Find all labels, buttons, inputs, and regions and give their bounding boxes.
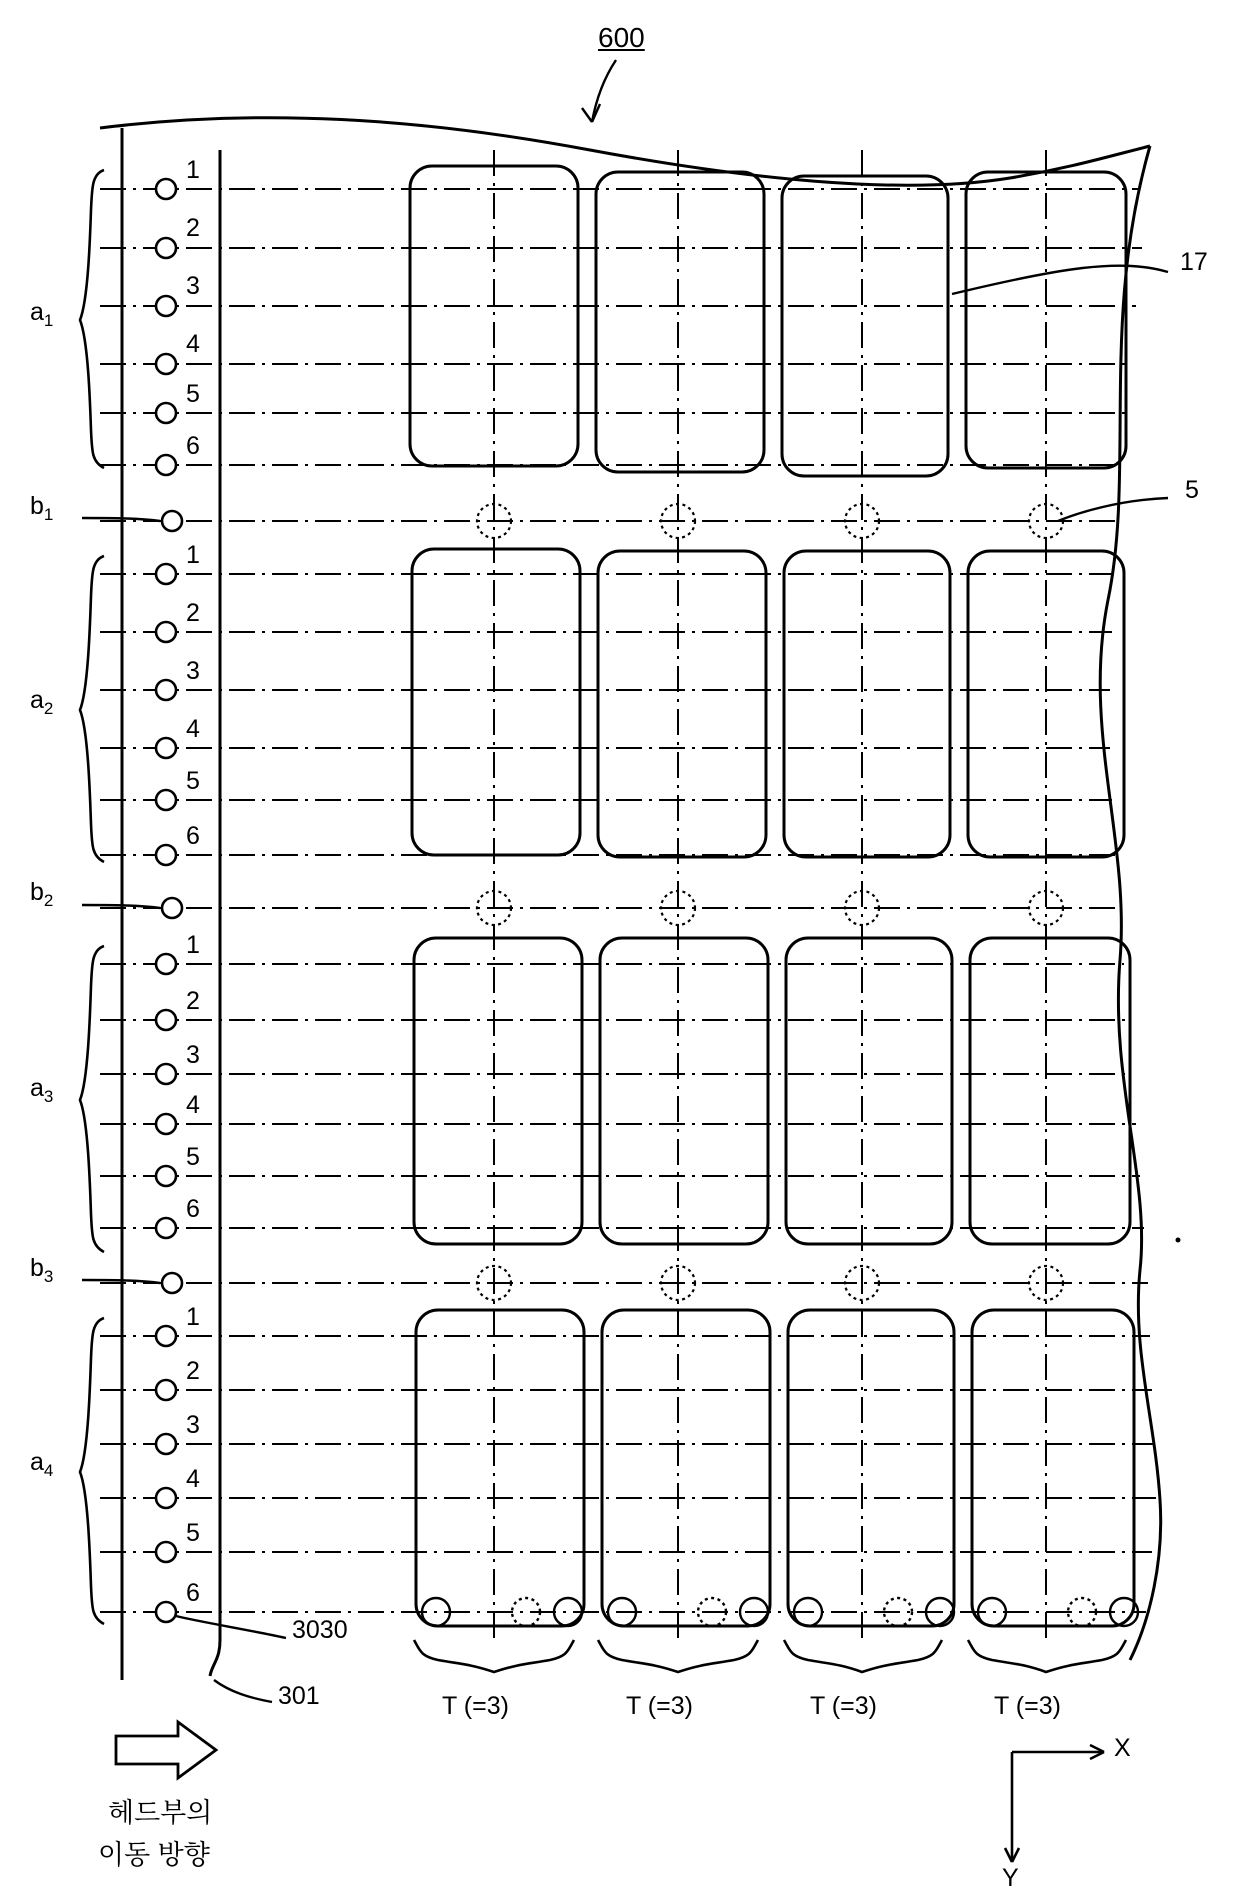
nozzle-number: 6 [186, 432, 200, 460]
arrowhead-600 [582, 104, 600, 122]
nozzle-number: 4 [186, 1091, 200, 1119]
nozzle-number: 6 [186, 1579, 200, 1607]
movement-direction-line1: 헤드부의 [108, 1798, 213, 1828]
medium-right-edge [1100, 146, 1161, 1660]
nozzle-number: 4 [186, 715, 200, 743]
medium-top-edge [100, 118, 1150, 186]
group-label-a2: $a_2$ [30, 686, 54, 718]
group-label-b3: $b_3$ [30, 1254, 54, 1286]
nozzle-number: 4 [186, 1465, 200, 1493]
column-label-4: T (=3) [994, 1692, 1061, 1720]
nozzle-number: 1 [186, 931, 200, 959]
nozzle-number: 5 [186, 1519, 200, 1547]
column-label-2: T (=3) [626, 1692, 693, 1720]
leader-3030 [176, 1616, 286, 1638]
nozzle-number: 1 [186, 1303, 200, 1331]
callout-17: 17 [1180, 248, 1208, 276]
callout-3030: 3030 [292, 1616, 348, 1644]
callout-301: 301 [278, 1682, 320, 1710]
nozzle-number: 2 [186, 599, 200, 627]
nozzle-number: 3 [186, 1041, 200, 1069]
movement-arrow [116, 1722, 216, 1778]
group-label-b2: $b_2$ [30, 878, 54, 910]
leader-301 [214, 1680, 272, 1702]
group-label-a4: $a_4$ [30, 1448, 54, 1480]
column-label-3: T (=3) [810, 1692, 877, 1720]
nozzle-number: 6 [186, 1195, 200, 1223]
figure-number: 600 [598, 22, 645, 53]
nozzle-number: 1 [186, 156, 200, 184]
group-label-a1: $a_1$ [30, 298, 54, 330]
axis-y-label: Y [1002, 1864, 1019, 1892]
group-label-b1: $b_1$ [30, 492, 54, 524]
nozzle-number: 2 [186, 1357, 200, 1385]
axis-x-label: X [1114, 1734, 1131, 1762]
nozzle-number: 2 [186, 214, 200, 242]
movement-direction-line2: 이동 방향 [98, 1840, 210, 1870]
nozzle-number: 5 [186, 767, 200, 795]
nozzle-number: 6 [186, 822, 200, 850]
nozzle-number: 2 [186, 987, 200, 1015]
nozzle-number: 5 [186, 380, 200, 408]
nozzle-number: 3 [186, 657, 200, 685]
nozzle-number: 5 [186, 1143, 200, 1171]
nozzle-number: 1 [186, 541, 200, 569]
nozzle-number: 3 [186, 272, 200, 300]
callout-5: 5 [1185, 476, 1199, 504]
column-label-1: T (=3) [442, 1692, 509, 1720]
group-label-a3: $a_3$ [30, 1074, 54, 1106]
nozzle-number: 4 [186, 330, 200, 358]
head-body-line [210, 150, 220, 1676]
leader-17 [952, 266, 1168, 294]
leader-5 [1058, 498, 1168, 521]
nozzle-number: 3 [186, 1411, 200, 1439]
